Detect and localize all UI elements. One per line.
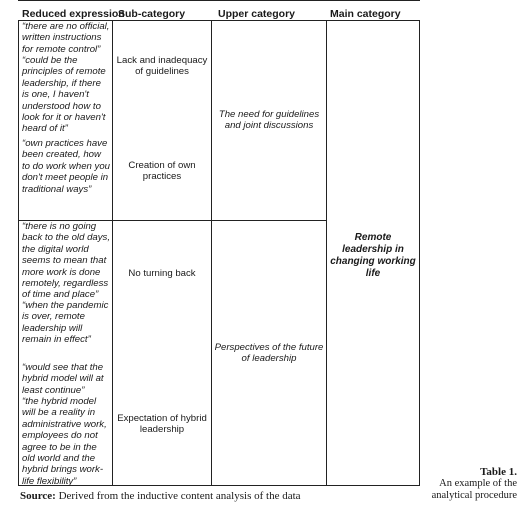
reduced-expression-3: “own practices have been created, how to do work when you don't meet people in traditional ways”: [22, 138, 110, 195]
upper-category-1: The need for guidelines and joint discussions: [218, 109, 320, 132]
source-label: Source:: [20, 490, 56, 502]
table-right-border: [419, 20, 420, 485]
caption-text: An example of the analytical procedure: [431, 478, 517, 501]
header-main-category: Main category: [330, 8, 401, 20]
sub-category-1: Lack and inadequacy of guidelines: [116, 55, 208, 78]
table-source-note: [20, 490, 301, 502]
reduced-expression-2: “could be the principles of remote leadership, if there is one, I haven't understood how to look for it or haven't heard of it”: [22, 55, 106, 135]
main-category: Remote leadership in changing working life: [330, 232, 416, 279]
header-upper-category: Upper category: [218, 8, 296, 20]
column-divider-1: [112, 20, 113, 485]
reduced-expression-4: “there is no going back to the old days, the digital world seems to mean that more work is done remotely, regardless of time and place”: [22, 221, 110, 301]
header-reduced-expression: Reduced expression: [22, 8, 125, 20]
reduced-expression-5: “when the pandemic is over, remote leadership will remain in effect”: [22, 300, 109, 346]
header-sub-category: Sub-category: [118, 8, 186, 20]
source-text: Derived from the inductive content analysis of the data: [55, 490, 301, 502]
reduced-expression-1: “there are no official, written instructions for remote control”: [22, 21, 110, 55]
sub-category-4: Expectation of hybrid leadership: [117, 413, 207, 436]
reduced-expression-7: “the hybrid model will be a reality in administrative work, employees do not agree to be in the old world and the hybrid brings work-life flexibility”: [22, 396, 107, 487]
table-caption: [417, 466, 517, 502]
table-top-rule: [18, 0, 420, 1]
reduced-expression-6: “would see that the hybrid model will at least continue”: [22, 362, 104, 396]
sub-category-2: Creation of own practices: [128, 160, 196, 183]
caption-title: Table 1.: [480, 466, 517, 478]
column-divider-2: [211, 20, 212, 485]
table-left-border: [18, 20, 19, 485]
column-divider-3: [326, 20, 327, 485]
upper-category-2: Perspectives of the future of leadership: [214, 342, 324, 365]
sub-category-3: No turning back: [128, 268, 196, 279]
